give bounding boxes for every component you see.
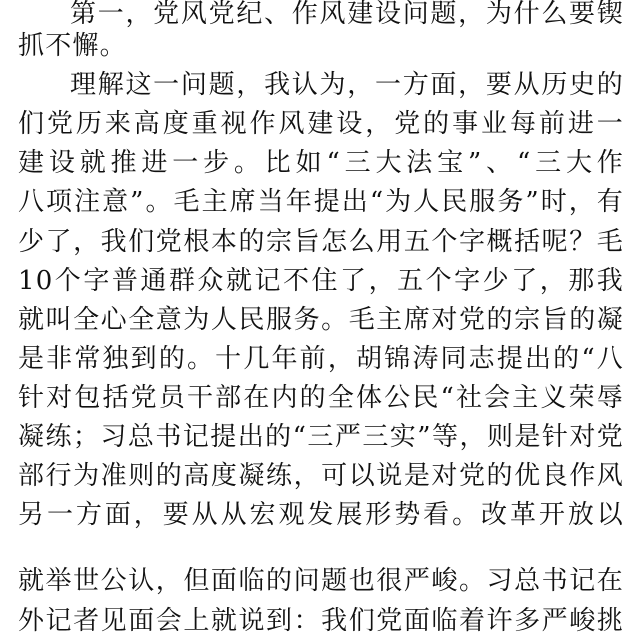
text-line: 部行为准则的高度凝练，可以说是对党的优良作风	[18, 461, 624, 491]
text-line: 针对包括党员干部在内的全体公民“社会主义荣辱	[18, 383, 624, 413]
text-line: 就举世公认，但面临的问题也很严峻。习总书记在	[18, 566, 624, 596]
text-line: 们党历来高度重视作风建设，党的事业每前进一	[18, 109, 624, 139]
text-line: 凝练；习总书记提出的“三严三实”等，则是针对党	[18, 422, 624, 452]
text-line: 就叫全心全意为人民服务。毛主席对党的宗旨的凝	[18, 305, 624, 335]
text-line: 理解这一问题，我认为，一方面，要从历史的	[70, 70, 624, 100]
text-line: 八项注意”。毛主席当年提出“为人民服务”时，有	[18, 187, 624, 217]
text-line: 另一方面，要从从宏观发展形势看。改革开放以	[18, 500, 624, 530]
text-line: 是非常独到的。十几年前，胡锦涛同志提出的“八	[18, 344, 624, 374]
text-line: 少了，我们党根本的宗旨怎么用五个字概括呢？毛	[18, 227, 624, 257]
text-line: 建设就推进一步。比如“三大法宝”、“三大作	[18, 148, 624, 178]
text-line: 外记者见面会上就说到：我们党面临着许多严峻挑	[18, 606, 624, 636]
text-line: 第一，党风党纪、作风建设问题，为什么要锲	[70, 0, 624, 29]
text-line: 抓不懈。	[18, 31, 127, 61]
text-line: 10个字普通群众就记不住了，五个字少了，那我	[18, 266, 624, 296]
